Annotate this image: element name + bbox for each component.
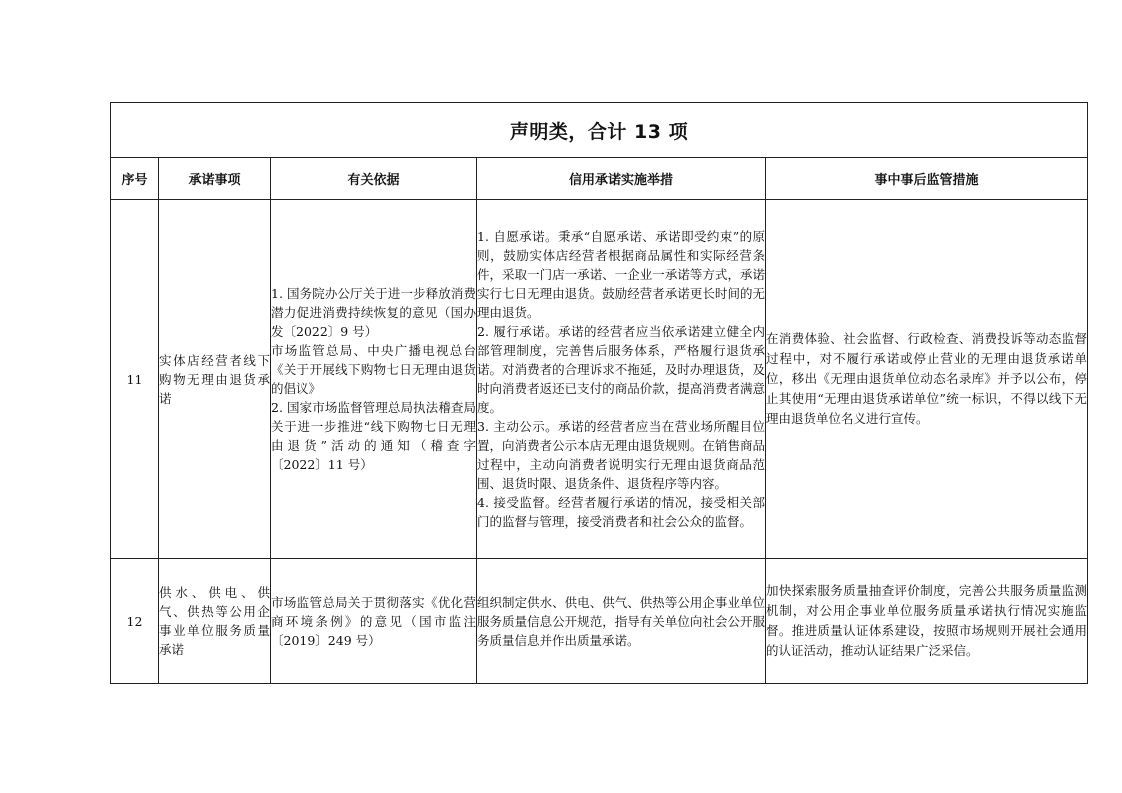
table-header-row (111, 158, 1088, 200)
header-seq: 序号 (111, 158, 159, 200)
row-seq: 12 (111, 559, 159, 684)
basis-line: 市场监管总局关于贯彻落实《优化营商环境条例》的意见（国市监注〔2019〕249 号） (271, 594, 476, 648)
measure-paragraph: 2. 履行承诺。承诺的经营者应当依承诺建立健全内部管理制度，完善售后服务体系，严格履行退货承诺。对消费者的合理诉求不拖延，及时办理退货，及时向消费者返还已支付的商品价款，提高消费者满意度。 (477, 324, 765, 415)
basis-line: 市场监管总局、中央广播电视总台《关于开展线下购物七日无理由退货的倡议》 (271, 343, 476, 396)
measure-paragraph: 组织制定供水、供电、供气、供热等公用企事业单位服务质量信息公开规范，指导有关单位向社会公开服务质量信息并作出质量承诺。 (477, 594, 765, 648)
basis-line: 2. 国家市场监督管理总局执法稽查局关于进一步推进“线下购物七日无理由退货”活动的通知（稽查字〔2022〕11 号） (271, 400, 476, 472)
header-measures: 信用承诺实施举措 (477, 158, 766, 200)
header-item: 承诺事项 (159, 158, 271, 200)
row-seq: 11 (111, 200, 159, 559)
row-measures (477, 559, 766, 684)
measure-paragraph: 1. 自愿承诺。秉承“自愿承诺、承诺即受约束”的原则，鼓励实体店经营者根据商品属性和实际经营条件，采取一门店一承诺、一企业一承诺等方式，承诺实行七日无理由退货。鼓励经营者承诺更长时间的无理由退货。 (477, 229, 765, 320)
measure-paragraph: 3. 主动公示。承诺的经营者应当在营业场所醒目位置，向消费者公示本店无理由退货规则。在销售商品过程中，主动向消费者说明实行无理由退货商品范围、退货时限、退货条件、退货程序等内容。 (477, 419, 765, 491)
basis-line: 1. 国务院办公厅关于进一步释放消费潜力促进消费持续恢复的意见（国办发〔2022〕9 号） (271, 286, 476, 339)
measure-paragraph: 4. 接受监督。经营者履行承诺的情况，接受相关部门的监督与管理，接受消费者和社会公众的监督。 (477, 495, 765, 529)
row-supervision: 加快探索服务质量抽查评价制度，完善公共服务质量监测机制，对公用企事业单位服务质量承诺执行情况实施监督。推进质量认证体系建设，按照市场规则开展社会通用的认证活动，推动认证结果广泛采信。 (766, 559, 1088, 684)
row-basis (271, 559, 477, 684)
row-item: 实体店经营者线下购物无理由退货承诺 (159, 200, 271, 559)
table-row (111, 200, 1088, 559)
row-basis (271, 200, 477, 559)
row-item: 供水、供电、供气、供热等公用企事业单位服务质量承诺 (159, 559, 271, 684)
commitment-table (110, 102, 1088, 684)
table-title-row (111, 103, 1088, 158)
header-supervision: 事中事后监管措施 (766, 158, 1088, 200)
table-row (111, 559, 1088, 684)
row-measures (477, 200, 766, 559)
table-title: 声明类，合计 13 项 (111, 103, 1088, 158)
header-basis: 有关依据 (271, 158, 477, 200)
row-supervision: 在消费体验、社会监督、行政检查、消费投诉等动态监督过程中，对不履行承诺或停止营业的无理由退货承诺单位，移出《无理由退货单位动态名录库》并予以公布，停止其使用“无理由退货承诺单位”统一标识，不得以线下无理由退货单位名义进行宣传。 (766, 200, 1088, 559)
